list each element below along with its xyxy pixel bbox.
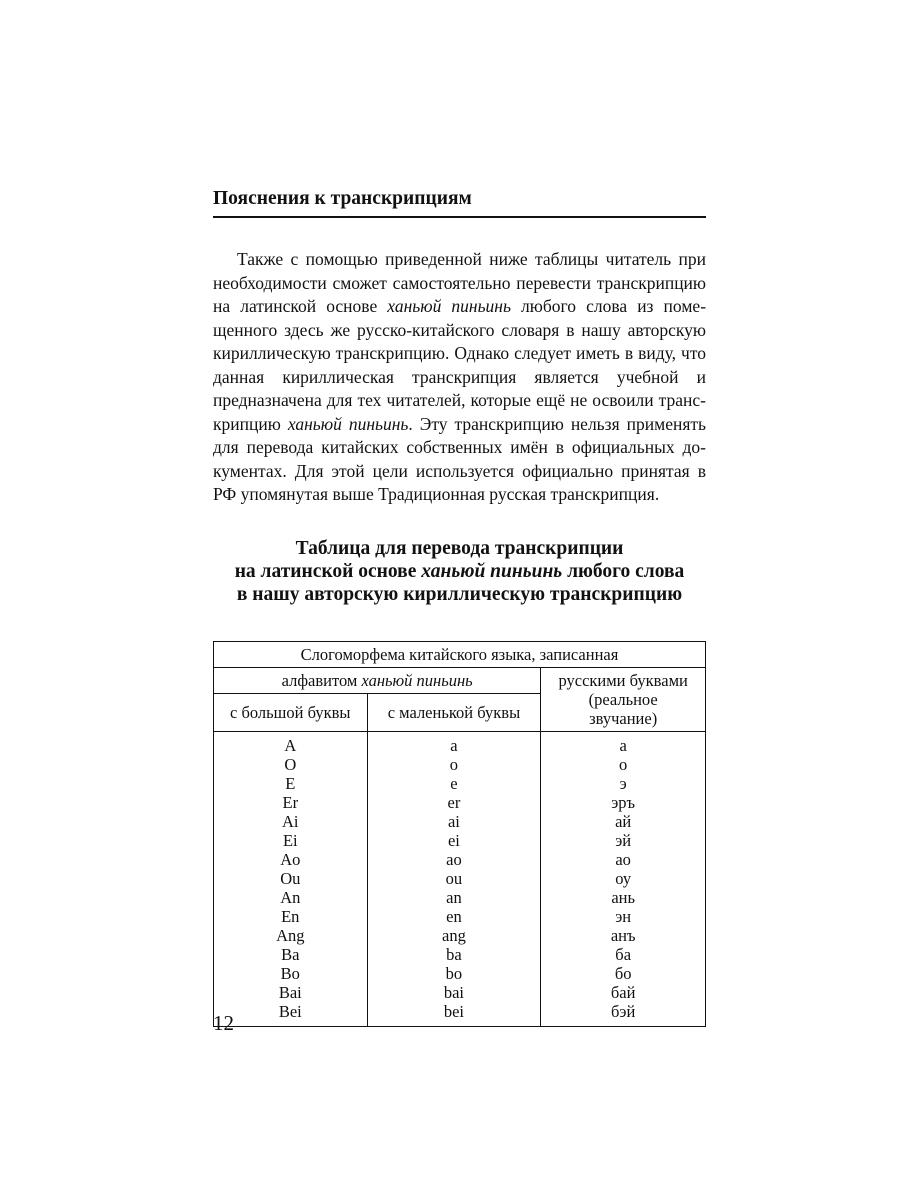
cell-russian: ба [615, 944, 632, 964]
cell-lower: ao [446, 849, 462, 869]
header-main: Слогоморфема китайского языка, записанная [214, 641, 706, 667]
cell-russian: оу [615, 868, 632, 888]
column-lower-values [367, 731, 541, 1026]
paragraph-part-1: Также с помощью приведенной ниже таблицы читатель при необходимости сможет самостоятельно перевести транскрипцию на латинской основе [213, 249, 706, 316]
cell-upper: An [280, 887, 301, 907]
cell-upper: Bei [278, 1001, 302, 1021]
cell-lower: ou [445, 868, 463, 888]
cell-upper: Bo [280, 963, 300, 983]
cell-upper: Ai [282, 811, 299, 831]
paragraph-italic-1: ханьюй пиньинь [387, 296, 511, 316]
header-upper-case: с большой буквы [214, 694, 368, 731]
cell-lower: a [450, 735, 458, 755]
header-russian [541, 667, 706, 731]
cell-russian: ань [611, 887, 635, 907]
cell-upper: Ao [280, 849, 301, 869]
cell-lower: an [446, 887, 462, 907]
cell-russian: эн [615, 906, 632, 926]
header-pinyin-italic: ханьюй пиньинь [361, 670, 473, 690]
cell-russian: о [619, 754, 628, 774]
transcription-table [213, 641, 706, 1027]
cell-upper: Bai [278, 982, 302, 1002]
paragraph-part-2: любого слова из помещенного здесь же русско-китайского словаря в нашу авторскую кириллическую транскрипцию. Однако следует иметь в виду, что данная кириллическая транскрипция является учебной и предназначена для тех читателей, которые ещё не освоили транскрипцию [213, 296, 707, 434]
header-lower-case: с маленькой буквы [367, 694, 541, 731]
cell-lower: bo [445, 963, 463, 983]
header-russian-note: (реальное звучание) [588, 689, 658, 728]
cell-lower: ang [442, 925, 466, 945]
table-body-row [214, 731, 706, 1026]
page-number: 12 [213, 1011, 234, 1035]
cell-lower: bai [443, 982, 465, 1002]
cell-upper: Ei [282, 830, 298, 850]
header-russian-label: русскими буквами [558, 670, 688, 690]
table-title-line-1: Таблица для перевода транскрипции [295, 537, 624, 559]
cell-lower: en [446, 906, 462, 926]
cell-russian: ай [615, 811, 632, 831]
cell-upper: A [284, 735, 297, 755]
paragraph-italic-2: ханьюй пиньинь [287, 413, 409, 434]
cell-upper: Ou [280, 868, 301, 888]
cell-russian: анъ [610, 925, 636, 945]
cell-lower: e [450, 773, 458, 793]
cell-upper: Ba [281, 944, 300, 964]
cell-upper: O [284, 754, 297, 774]
section-title: Пояснения к транскрипциям [213, 186, 706, 218]
header-pinyin-start: алфавитом [281, 670, 362, 690]
cell-upper: Ang [276, 925, 305, 945]
cell-lower: er [447, 792, 461, 812]
paragraph-part-3: . Эту транскрипцию нельзя применять для перевода китайских собственных имён в официальных документах. Для этой цели используется официально принятая в РФ упомянутая выше Традиционная русская транскрипция. [213, 413, 706, 504]
table-header-row-1 [214, 641, 706, 667]
cell-russian: э [619, 773, 627, 793]
table-title [213, 537, 706, 606]
cell-russian: эй [615, 830, 632, 850]
cell-russian: ао [615, 849, 631, 869]
intro-paragraph [213, 248, 706, 507]
table-title-line-2 [213, 560, 706, 583]
cell-russian: бай [610, 982, 636, 1002]
table-title-line-2-start: на латинской основе [234, 560, 422, 582]
table-header-row-2 [214, 667, 706, 694]
column-russian-values [541, 731, 706, 1026]
cell-russian: бо [614, 963, 632, 983]
cell-upper: E [285, 773, 296, 793]
column-upper-values [214, 731, 368, 1026]
cell-lower: ei [447, 830, 460, 850]
cell-lower: bei [443, 1001, 465, 1021]
table-title-line-2-italic: ханьюй пиньинь [421, 560, 563, 582]
table-title-line-2-end: любого слова [562, 560, 685, 582]
cell-russian: эръ [611, 792, 636, 812]
page-content [213, 186, 706, 1027]
table-title-line-3: в нашу авторскую кириллическую транскрипцию [236, 583, 683, 605]
cell-russian: а [619, 735, 627, 755]
header-pinyin [214, 667, 541, 694]
cell-upper: Er [282, 792, 299, 812]
cell-upper: En [281, 906, 300, 926]
cell-lower: ba [446, 944, 462, 964]
cell-russian: бэй [611, 1001, 636, 1021]
cell-lower: ai [447, 811, 460, 831]
cell-lower: o [449, 754, 459, 774]
